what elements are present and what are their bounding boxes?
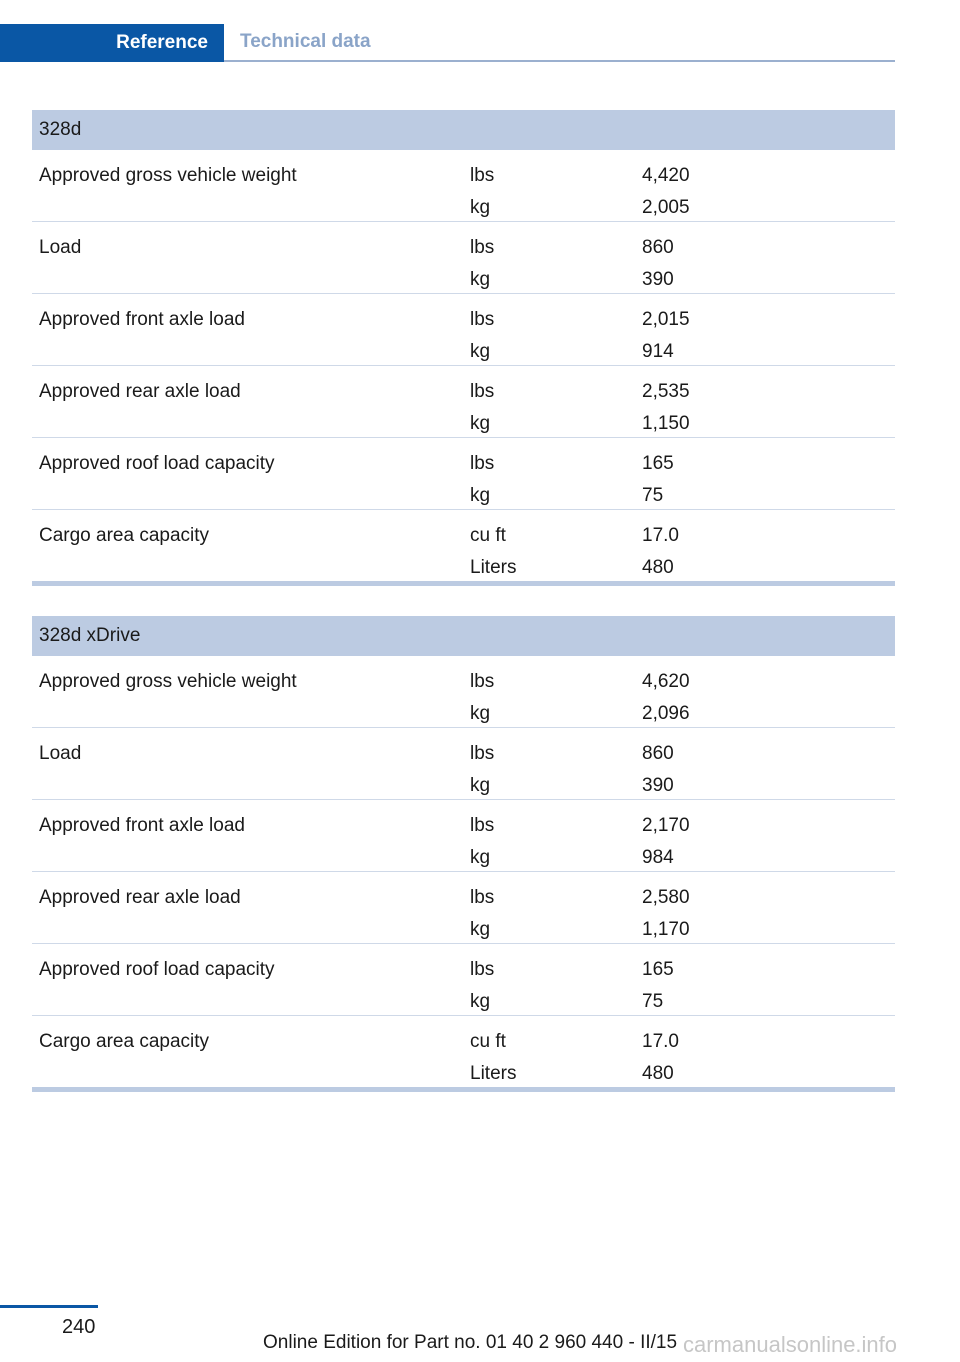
- value: 1,170: [642, 919, 690, 940]
- row-label: Approved rear axle load: [39, 381, 241, 402]
- unit: kg: [470, 485, 491, 506]
- unit: Liters: [470, 557, 517, 578]
- unit: lbs: [470, 743, 495, 764]
- unit: kg: [470, 991, 491, 1012]
- value: 984: [642, 847, 674, 868]
- row-values: [642, 954, 674, 1018]
- row-values: [642, 666, 690, 730]
- unit: kg: [470, 775, 491, 796]
- row-label: Load: [39, 237, 82, 258]
- row-label: Approved rear axle load: [39, 887, 241, 908]
- unit: Liters: [470, 1063, 517, 1084]
- row-values: [642, 1026, 679, 1090]
- unit: lbs: [470, 309, 495, 330]
- row-label: Cargo area capacity: [39, 1031, 210, 1052]
- row-values: [642, 738, 674, 802]
- footer-accent-line: [0, 1305, 98, 1308]
- table-row: [32, 222, 895, 294]
- value: 17.0: [642, 525, 679, 546]
- unit: lbs: [470, 165, 495, 186]
- unit: kg: [470, 919, 491, 940]
- table-row: [32, 944, 895, 1016]
- page-number: 240: [62, 1316, 96, 1338]
- row-units: [470, 304, 494, 368]
- row-label: Approved roof load capacity: [39, 959, 275, 980]
- unit: lbs: [470, 959, 495, 980]
- table-row: [32, 872, 895, 944]
- value: 390: [642, 269, 674, 290]
- value: 2,005: [642, 197, 690, 218]
- row-units: [470, 232, 494, 296]
- unit: lbs: [470, 815, 495, 836]
- row-label: Approved gross vehicle weight: [39, 165, 297, 186]
- value: 860: [642, 237, 674, 258]
- row-units: [470, 376, 494, 440]
- table-row: [32, 1016, 895, 1092]
- row-units: [470, 448, 494, 512]
- row-units: [470, 954, 494, 1018]
- value: 4,620: [642, 671, 690, 692]
- value: 2,015: [642, 309, 690, 330]
- row-label: Cargo area capacity: [39, 525, 210, 546]
- row-units: [470, 882, 494, 946]
- tab-technical-data[interactable]: Technical data: [240, 31, 371, 52]
- row-values: [642, 376, 690, 440]
- row-values: [642, 810, 690, 874]
- row-label: Approved front axle load: [39, 309, 245, 330]
- table-row: [32, 438, 895, 510]
- value: 2,580: [642, 887, 690, 908]
- table-row: [32, 728, 895, 800]
- value: 17.0: [642, 1031, 679, 1052]
- value: 75: [642, 991, 664, 1012]
- value: 2,535: [642, 381, 690, 402]
- value: 165: [642, 453, 674, 474]
- row-label: Approved front axle load: [39, 815, 245, 836]
- unit: cu ft: [470, 525, 506, 546]
- table-title: 328d: [32, 110, 895, 150]
- row-units: [470, 738, 494, 802]
- unit: lbs: [470, 887, 495, 908]
- unit: lbs: [470, 237, 495, 258]
- page-header: [0, 24, 895, 62]
- watermark: carmanualsonline.info: [683, 1332, 898, 1357]
- value: 165: [642, 959, 674, 980]
- table-row: [32, 366, 895, 438]
- unit: kg: [470, 847, 491, 868]
- value: 860: [642, 743, 674, 764]
- value: 75: [642, 485, 664, 506]
- row-values: [642, 232, 674, 296]
- value: 390: [642, 775, 674, 796]
- row-units: [470, 666, 494, 730]
- value: 480: [642, 1063, 674, 1084]
- row-values: [642, 160, 690, 224]
- edition-text: Online Edition for Part no. 01 40 2 960 440 - II/15: [263, 1332, 678, 1353]
- unit: cu ft: [470, 1031, 506, 1052]
- row-label: Approved gross vehicle weight: [39, 671, 297, 692]
- table-row: [32, 656, 895, 728]
- value: 2,170: [642, 815, 690, 836]
- table-row: [32, 150, 895, 222]
- table-title: 328d xDrive: [32, 616, 895, 656]
- unit: lbs: [470, 453, 495, 474]
- table-row: [32, 510, 895, 586]
- row-units: [470, 520, 516, 584]
- row-units: [470, 810, 494, 874]
- unit: kg: [470, 703, 491, 724]
- row-values: [642, 448, 674, 512]
- table-row: [32, 294, 895, 366]
- value: 2,096: [642, 703, 690, 724]
- row-label: Load: [39, 743, 82, 764]
- unit: kg: [470, 413, 491, 434]
- unit: lbs: [470, 671, 495, 692]
- row-values: [642, 882, 690, 946]
- value: 480: [642, 557, 674, 578]
- unit: lbs: [470, 381, 495, 402]
- header-divider: [224, 60, 895, 62]
- value: 914: [642, 341, 674, 362]
- unit: kg: [470, 341, 491, 362]
- value: 1,150: [642, 413, 690, 434]
- row-values: [642, 304, 690, 368]
- spec-table-328d: [32, 110, 895, 586]
- row-units: [470, 1026, 516, 1090]
- row-values: [642, 520, 679, 584]
- unit: kg: [470, 197, 491, 218]
- spec-table-328d-xdrive: [32, 616, 895, 1092]
- table-row: [32, 800, 895, 872]
- row-units: [470, 160, 494, 224]
- tab-reference[interactable]: Reference: [0, 24, 224, 62]
- unit: kg: [470, 269, 491, 290]
- value: 4,420: [642, 165, 690, 186]
- row-label: Approved roof load capacity: [39, 453, 275, 474]
